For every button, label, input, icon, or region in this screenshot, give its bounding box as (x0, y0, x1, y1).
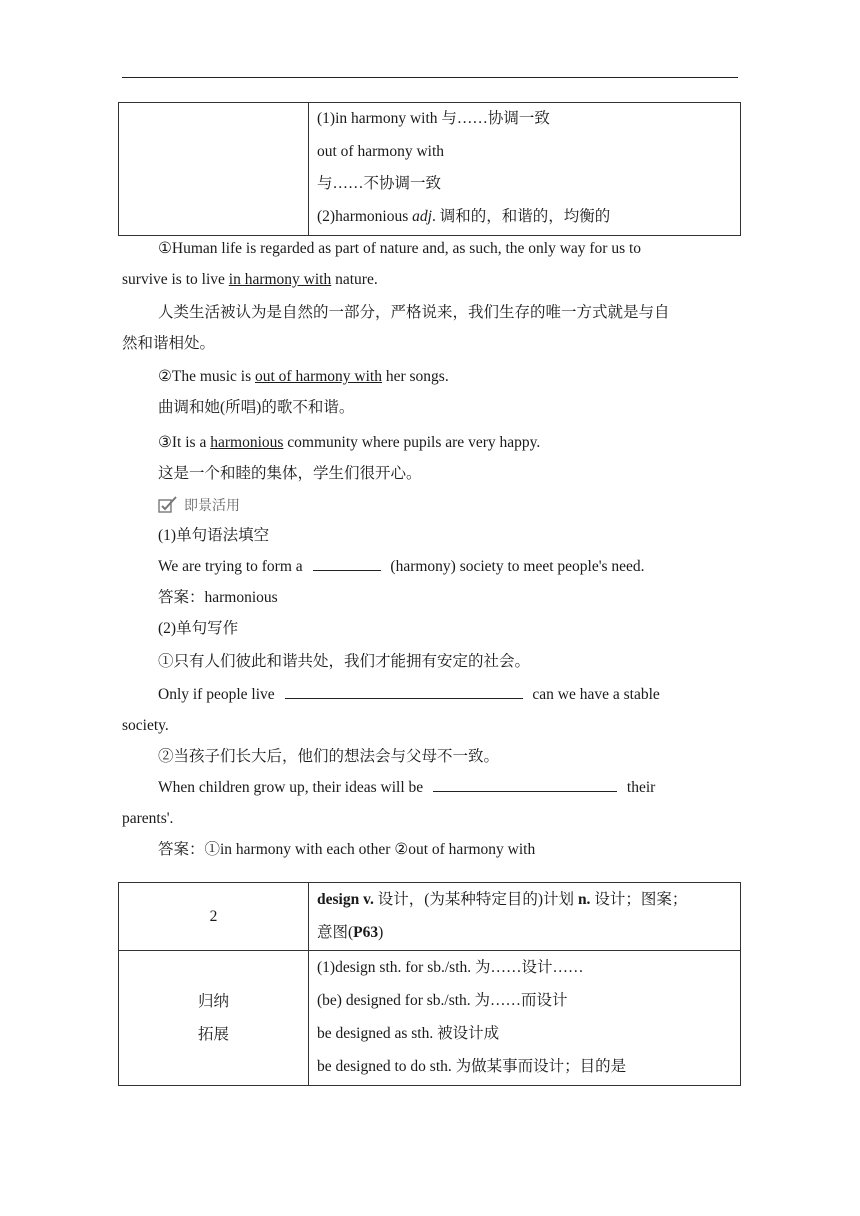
underlined-phrase: harmonious (210, 434, 284, 451)
check-pencil-icon (158, 496, 178, 514)
example-translation: 曲调和她(所唱)的歌不和谐。 (158, 399, 355, 416)
entry-number: 2 (119, 883, 309, 951)
practice-part1-answer: 答案：harmonious (158, 589, 278, 606)
practice-q1-english-cont: society. (122, 717, 169, 734)
table-cell-empty (119, 103, 309, 236)
example-translation: 这是一个和睦的集体，学生们很开心。 (158, 465, 422, 482)
table-cell-definitions (309, 103, 741, 236)
expansion-cell (309, 951, 741, 1086)
practice-part2-title: (2)单句写作 (158, 620, 239, 637)
vocab-table-design (118, 882, 741, 1086)
practice-q2-english-cont: parents'. (122, 810, 174, 827)
entry-headword-cell (309, 883, 741, 951)
expansion-line: (be) designed for sb./sth. 为……而设计 (317, 992, 568, 1009)
answer-blank (313, 552, 381, 571)
page-ref: P63 (353, 924, 379, 941)
underlined-phrase: in harmony with (228, 271, 332, 288)
expansion-line: be designed to do sth. 为做某事而设计；目的是 (317, 1058, 627, 1075)
vocab-table-harmony (118, 102, 741, 236)
expansion-line: be designed as sth. 被设计成 (317, 1025, 500, 1042)
example-sentence: ③It is a harmonious community where pupils are very happy. (158, 434, 541, 451)
headword-line-cont: 意图(P63) (317, 924, 384, 941)
part-of-speech: adj (412, 207, 432, 225)
practice-part1-title: (1)单句语法填空 (158, 527, 270, 544)
definition-line: out of harmony with (317, 142, 444, 160)
practice-q1-english: Only if people live can we have a stable (122, 679, 738, 710)
expansion-line: (1)design sth. for sb./sth. 为……设计…… (317, 959, 584, 976)
example-translation: 人类生活被认为是自然的一部分，严格说来，我们生存的唯一方式就是与自 (158, 304, 670, 321)
headword: design v. (317, 891, 374, 908)
example-translation-cont: 然和谐相处。 (122, 335, 216, 352)
practice-q2-chinese: ②当孩子们长大后，他们的想法会与父母不一致。 (158, 748, 500, 765)
practice-q1-chinese: ①只有人们彼此和谐共处，我们才能拥有安定的社会。 (158, 653, 531, 670)
example-sentence: ①Human life is regarded as part of nature and, as such, the only way for us to (158, 240, 642, 257)
definition-line: (1)in harmony with 与……协调一致 (317, 110, 550, 127)
practice-heading (122, 489, 738, 520)
answer-blank (433, 773, 617, 792)
underlined-phrase: out of harmony with (254, 368, 382, 385)
headword-line: design v. 设计，(为某种特定目的)计划 n. 设计；图案； (317, 891, 688, 908)
header-rule (122, 77, 738, 78)
definition-line-harmonious: (2)harmonious adj. 调和的，和谐的，均衡的 (317, 207, 611, 225)
answer-blank (285, 680, 523, 699)
practice-heading-label: 即景活用 (184, 497, 240, 514)
example-sentence-cont: survive is to live in harmony with nature. (122, 271, 378, 288)
definition-line: 与……不协调一致 (317, 175, 442, 192)
practice-part2-answer: 答案：①in harmony with each other ②out of harmony with (158, 841, 536, 858)
practice-part1-question: We are trying to form a (harmony) society to meet people's need. (122, 551, 738, 582)
summary-label: 归纳 拓展 (119, 951, 309, 1086)
examples-section (122, 233, 738, 865)
practice-q2-english: When children grow up, their ideas will be their (122, 772, 738, 803)
example-sentence: ②The music is out of harmony with her songs. (158, 368, 449, 385)
